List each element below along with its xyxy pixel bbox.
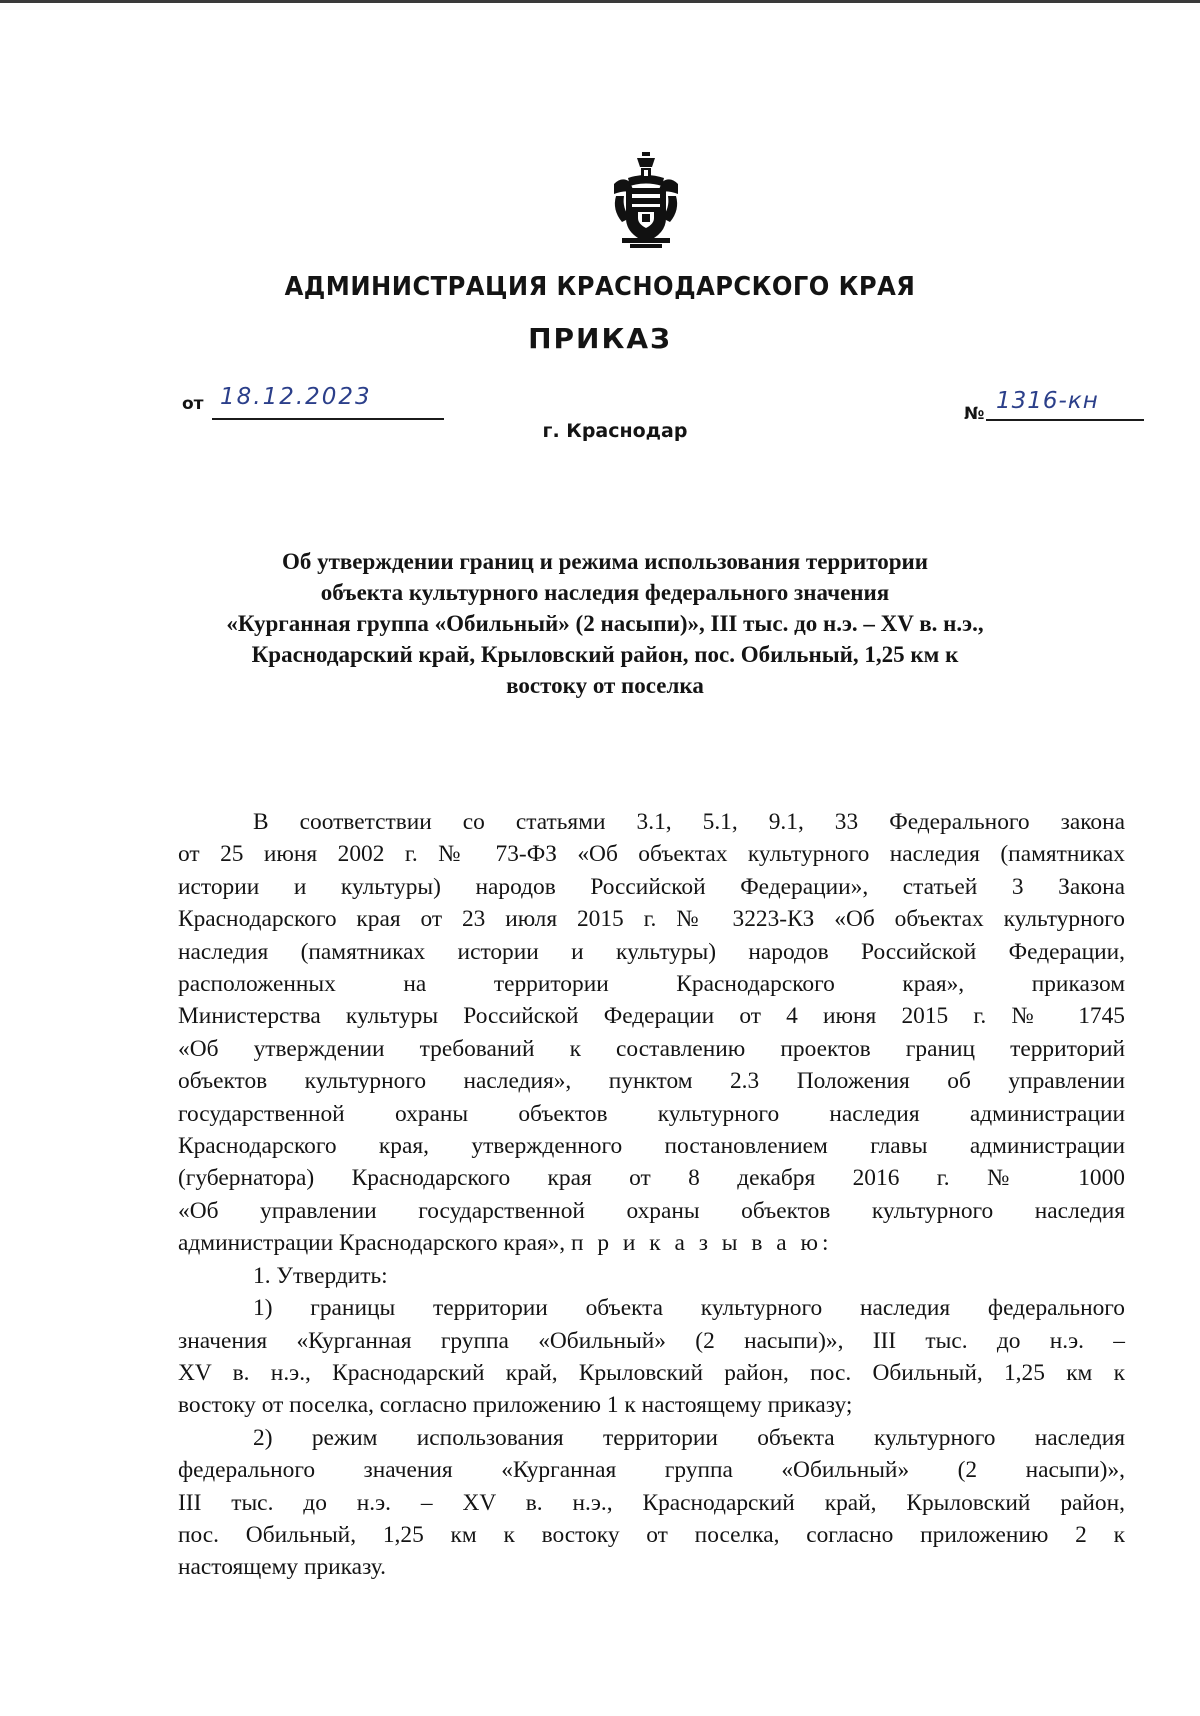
- sub-item-1-line: 1) границы территории объекта культурного наследия федерального: [253, 1295, 1125, 1322]
- subject-line: востоку от поселка: [506, 673, 704, 698]
- sub-item-1-line: XV в. н.э., Краснодарский край, Крыловский район, пос. Обильный, 1,25 км к: [178, 1359, 1125, 1386]
- sub-item-2-line: III тыс. до н.э. – XV в. н.э., Краснодарский край, Крыловский район,: [178, 1489, 1125, 1516]
- subject-line: Краснодарский край, Крыловский район, пос. Обильный, 1,25 км к: [251, 642, 959, 667]
- document-type-title: ПРИКАЗ: [528, 322, 672, 355]
- body-line: объектов культурного наследия», пунктом 2.3 Положения об управлении: [178, 1068, 1125, 1095]
- sub-item-1-line: востоку от поселка, согласно приложению 1 к настоящему приказу;: [178, 1392, 853, 1419]
- body-line: «Об утверждении требований к составлению проектов границ территорий: [178, 1035, 1125, 1062]
- date-label: от: [182, 394, 204, 414]
- preamble-ending: администрации Краснодарского края»,: [178, 1230, 566, 1257]
- body-line-final: [178, 1227, 1125, 1259]
- body-line: «Об управлении государственной охраны объектов культурного наследия: [178, 1197, 1125, 1224]
- subject-line: Об утверждении границ и режима использования территории: [281, 549, 929, 574]
- number-label: №: [964, 404, 985, 424]
- body-line: наследия (памятниках истории и культуры) народов Российской Федерации,: [178, 938, 1125, 965]
- scan-edge: [0, 0, 1200, 3]
- order-subject: [150, 546, 1060, 701]
- handwritten-date: 18.12.2023: [220, 384, 372, 410]
- body-line: истории и культуры) народов Российской Федерации», статьей 3 Закона: [178, 873, 1125, 900]
- body-line: от 25 июня 2002 г. № 73-ФЗ «Об объектах культурного наследия (памятниках: [178, 841, 1125, 868]
- handwritten-number: 1316-кн: [996, 388, 1099, 414]
- body-line: Краснодарского края от 23 июля 2015 г. № 3223-КЗ «Об объектах культурного: [178, 906, 1125, 933]
- body-line: государственной охраны объектов культурного наследия администрации: [178, 1100, 1125, 1127]
- body-line: Министерства культуры Российской Федерации от 4 июня 2015 г. № 1745: [178, 1003, 1125, 1030]
- city-line: г. Краснодар: [542, 420, 688, 442]
- organization-title: АДМИНИСТРАЦИЯ КРАСНОДАРСКОГО КРАЯ: [284, 272, 916, 302]
- sub-item-2-line: настоящему приказу.: [178, 1554, 387, 1581]
- sub-item-2-line: федерального значения «Курганная группа «Обильный» (2 насыпи)»,: [178, 1457, 1125, 1484]
- body-line: Краснодарского края, утвержденного постановлением главы администрации: [178, 1133, 1125, 1160]
- sub-item-2-line: 2) режим использования территории объекта культурного наследия: [253, 1424, 1125, 1451]
- order-word: п р и к а з ы в а ю:: [571, 1230, 833, 1257]
- sub-item-1-line: значения «Курганная группа «Обильный» (2 насыпи)», III тыс. до н.э. –: [178, 1327, 1125, 1354]
- item-1-heading: 1. Утвердить:: [253, 1262, 388, 1289]
- order-body: [178, 806, 1125, 1584]
- coat-of-arms-icon: [608, 150, 684, 250]
- number-underline: [986, 419, 1144, 421]
- body-line: В соответствии со статьями 3.1, 5.1, 9.1, 33 Федерального закона: [253, 809, 1125, 835]
- sub-item-2-line: пос. Обильный, 1,25 км к востоку от поселка, согласно приложению 2 к: [178, 1521, 1125, 1548]
- subject-line: объекта культурного наследия федерального значения: [320, 580, 890, 605]
- body-line: расположенных на территории Краснодарского края», приказом: [178, 971, 1125, 998]
- body-line: (губернатора) Краснодарского края от 8 декабря 2016 г. № 1000: [178, 1165, 1125, 1192]
- subject-line: «Курганная группа «Обильный» (2 насыпи)», III тыс. до н.э. – XV в. н.э.,: [226, 611, 984, 636]
